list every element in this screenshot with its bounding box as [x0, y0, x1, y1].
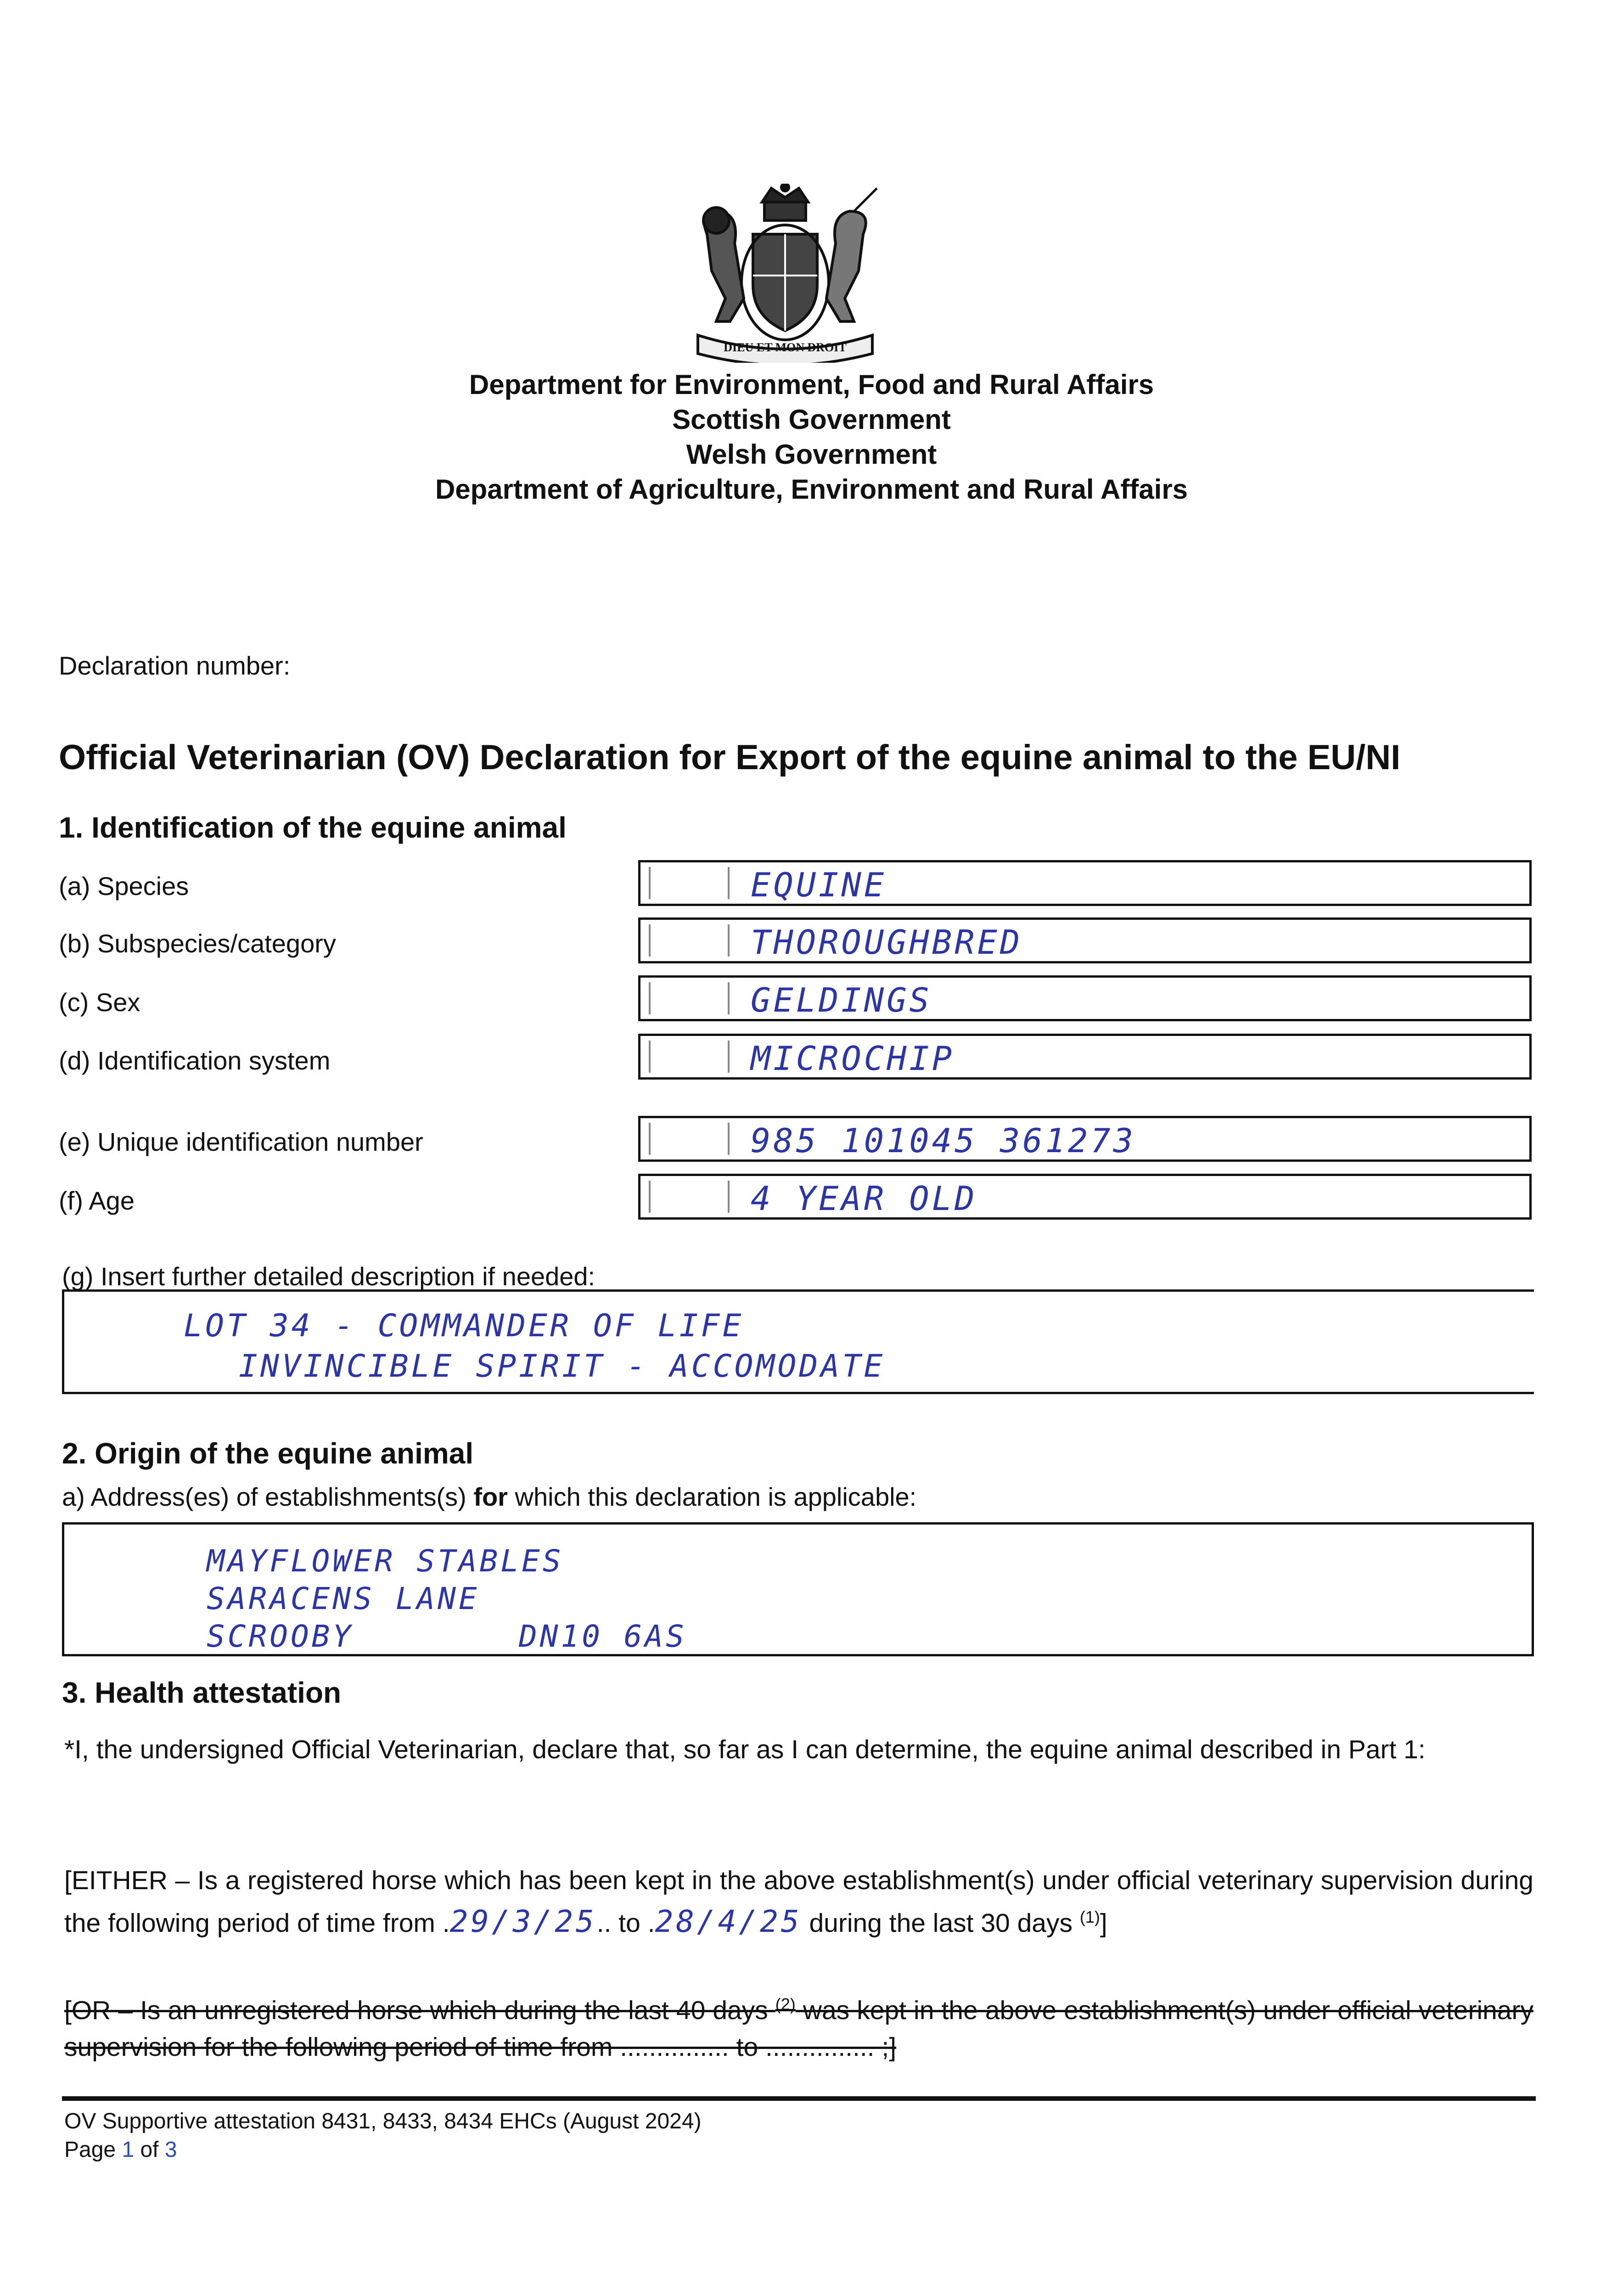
address-line2: SARACENS LANE — [207, 1581, 480, 1616]
either-statement: [EITHER – Is a registered horse which has been kept in the above establishment(s) under official veterinary supervision during the following period of time from .29/3/25.. to .28/4/25 during the last 30 days $^{(1)}$] — [64, 1866, 1533, 1939]
health-attestation-intro: *I, the undersigned Official Veterinarian, declare that, so far as I can determine, the equine animal described in Part 1: — [64, 1735, 1426, 1764]
further-description-label: (g) Insert further detailed description if needed: — [62, 1262, 595, 1291]
org-welsh-government: Welsh Government — [686, 439, 937, 470]
unique-id-label: (e) Unique identification number — [59, 1127, 423, 1156]
page-title: Official Veterinarian (OV) Declaration for Export of the equine animal to the EU/NI — [59, 738, 1401, 777]
identification-system-field[interactable] — [638, 1034, 1532, 1080]
period-to-date: 28/4/25 — [655, 1904, 802, 1939]
section1-heading: 1. Identification of the equine animal — [59, 811, 567, 844]
subspecies-value: THOROUGHBRED — [751, 923, 1023, 962]
crest-motto: DIEU ET MON DROIT — [724, 341, 847, 354]
org-defra: Department for Environment, Food and Rural Affairs — [469, 369, 1154, 400]
identification-system-label: (d) Identification system — [59, 1046, 331, 1075]
address-box[interactable] — [62, 1522, 1534, 1656]
species-label: (a) Species — [59, 872, 189, 900]
address-line1: MAYFLOWER STABLES — [207, 1543, 564, 1579]
declaration-number-label: Declaration number: — [59, 651, 291, 680]
unique-id-field[interactable] — [638, 1116, 1532, 1162]
footer-divider — [62, 2096, 1536, 2101]
sex-label: (c) Sex — [59, 988, 140, 1017]
further-description-line2: INVINCIBLE SPIRIT - ACCOMODATE — [239, 1348, 886, 1384]
footer-page-number: Page 1 of 3 — [64, 2138, 177, 2162]
age-value: 4 YEAR OLD — [751, 1179, 977, 1218]
footer-reference: OV Supportive attestation 8431, 8433, 8434 EHCs (August 2024) — [64, 2109, 702, 2133]
age-field[interactable] — [638, 1174, 1532, 1220]
unique-id-value: 985 101045 361273 — [751, 1121, 1136, 1160]
identification-system-value: MICROCHIP — [751, 1039, 955, 1078]
sex-field[interactable] — [638, 975, 1532, 1021]
species-field[interactable] — [638, 860, 1532, 906]
further-description-box[interactable] — [62, 1289, 1534, 1394]
org-daera: Department of Agriculture, Environment and Rural Affairs — [435, 474, 1188, 505]
subspecies-field[interactable] — [638, 917, 1532, 963]
address-label: a) Address(es) of establishments(s) for which this declaration is applicable: — [62, 1482, 917, 1511]
org-scottish-government: Scottish Government — [672, 404, 951, 435]
species-value: EQUINE — [751, 866, 887, 904]
section3-heading: 3. Health attestation — [62, 1676, 342, 1709]
or-statement-struck: [OR – Is an unregistered horse which during the last 40 days $^{(2)}$ was kept in the above establishment(s) under official veterinary supervision for the following period of time from ............... to ............... ;] — [64, 1995, 1533, 2062]
section2-heading: 2. Origin of the equine animal — [62, 1437, 474, 1470]
sex-value: GELDINGS — [751, 981, 932, 1019]
royal-coat-of-arms-icon — [680, 184, 891, 363]
address-line3: SCROOBY — [207, 1619, 354, 1654]
subspecies-label: (b) Subspecies/category — [59, 929, 336, 958]
age-label: (f) Age — [59, 1186, 135, 1215]
further-description-line1: LOT 34 - COMMANDER OF LIFE — [184, 1308, 744, 1344]
period-from-date: 29/3/25 — [449, 1904, 597, 1939]
address-postcode: DN10 6AS — [519, 1619, 687, 1654]
